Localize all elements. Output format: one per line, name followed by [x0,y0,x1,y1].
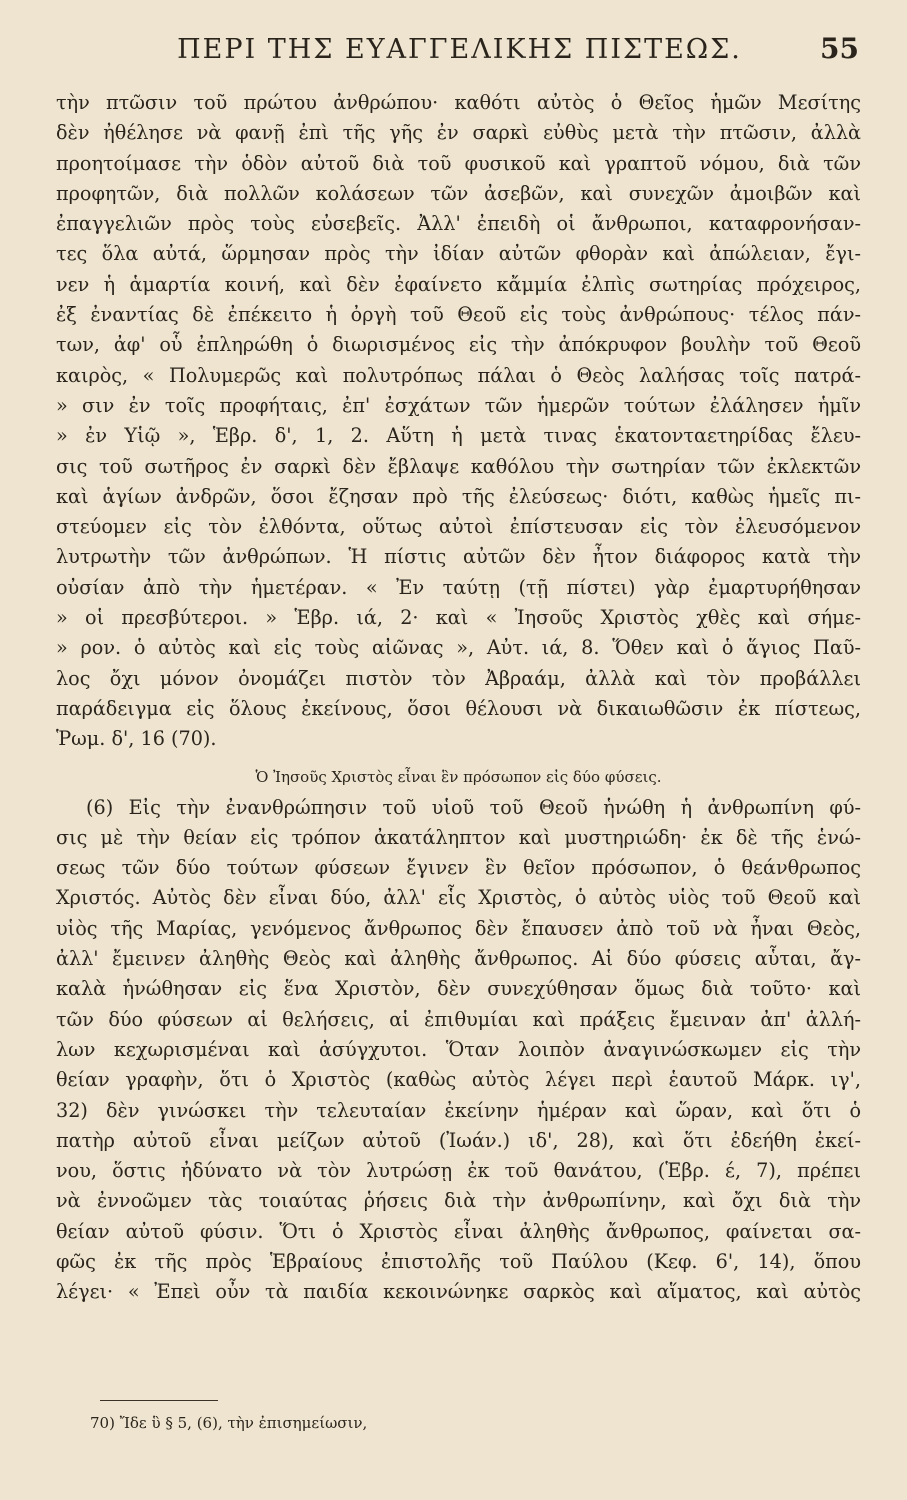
text-line: υἱὸς τῆς Μαρίας, γενόμενος ἄνθρωπος δὲν ἔπαυσεν ἀπὸ τοῦ νὰ ἦναι Θεὸς, [56,916,861,940]
text-line: λυτρωτὴν τῶν ἀνθρώπων. Ἡ πίστις αὐτῶν δὲν ἦτον διάφορος κατὰ τὴν [56,545,861,569]
text-line: λων κεχωρισμέναι καὶ ἀσύγχυτοι. Ὅταν λοιπὸν ἀναγινώσκωμεν εἰς τὴν [56,1037,861,1061]
text-line: ἐξ ἐναντίας δὲ ἐπέκειτο ἡ ὀργὴ τοῦ Θεοῦ εἰς τοὺς ἀνθρώπους· τέλος πάν- [56,303,861,327]
text-line: σις τοῦ σωτῆρος ἐν σαρκὶ δὲν ἔβλαψε καθόλου τὴν σωτηρίαν τῶν ἐκλεκτῶν [56,454,861,478]
text-line: προητοίμασε τὴν ὁδὸν αὐτοῦ διὰ τοῦ φυσικοῦ καὶ γραπτοῦ νόμου, διὰ τῶν [56,151,861,175]
text-line: νὰ ἐννοῶμεν τὰς τοιαύτας ῥήσεις διὰ τὴν ἀνθρωπίνην, καὶ ὄχι διὰ τὴν [56,1189,861,1213]
text-line: ἀλλ' ἔμεινεν ἀληθὴς Θεὸς καὶ ἀληθὴς ἄνθρωπος. Αἱ δύο φύσεις αὗται, ἄγ- [56,947,861,971]
page-number: 55 [820,32,859,65]
text-line: οὐσίαν ἀπὸ τὴν ἡμετέραν. « Ἐν ταύτῃ (τῇ πίστει) γὰρ ἐμαρτυρήθησαν [56,575,861,599]
text-line: νεν ἡ ἁμαρτία κοινή, καὶ δὲν ἐφαίνετο κἄμμία ἐλπὶς σωτηρίας πρόχειρος, [56,272,861,296]
text-line: » σιν ἐν τοῖς προφήταις, ἐπ' ἐσχάτων τῶν ἡμερῶν τούτων ἐλάλησεν ἡμῖν [56,393,861,417]
text-line: δὲν ἠθέλησε νὰ φανῇ ἐπὶ τῆς γῆς ἐν σαρκὶ εὐθὺς μετὰ τὴν πτῶσιν, ἀλλὰ [56,121,861,145]
text-line: προφητῶν, διὰ πολλῶν κολάσεων τῶν ἀσεβῶν, καὶ συνεχῶν ἀμοιβῶν καὶ [56,181,861,205]
section-subheading: Ὁ Ἰησοῦς Χριστὸς εἶναι ἓν πρόσωπον εἰς δύο φύσεις. [255,767,662,786]
text-line: φῶς ἐκ τῆς πρὸς Ἑβραίους ἐπιστολῆς τοῦ Παύλου (Κεφ. 6', 14), ὅπου [56,1249,861,1273]
text-line: » ἐν Υἱῷ », Ἑβρ. δ', 1, 2. Αὕτη ἡ μετὰ τινας ἑκατονταετηρίδας ἔλευ- [56,424,861,448]
text-line: ἐπαγγελιῶν πρὸς τοὺς εὐσεβεῖς. Ἀλλ' ἐπειδὴ οἱ ἄνθρωποι, καταφρονήσαν- [56,212,861,236]
footnote: 70) Ἴδε ὓ § 5, (6), τὴν ἐπισημείωσιν, [90,1414,368,1432]
text-line: νου, ὅστις ἠδύνατο νὰ τὸν λυτρώσῃ ἐκ τοῦ θανάτου, (Ἑβρ. έ, 7), πρέπει [56,1159,861,1183]
page-header [60,34,859,74]
text-line: των, ἀφ' οὗ ἐπληρώθη ὁ διωρισμένος εἰς τὴν ἀπόκρυφον βουλὴν τοῦ Θεοῦ [56,333,861,357]
text-line: θείαν αὐτοῦ φύσιν. Ὅτι ὁ Χριστὸς εἶναι ἀληθὴς ἄνθρωπος, φαίνεται σα- [56,1219,861,1243]
text-line: 32) δὲν γινώσκει τὴν τελευταίαν ἐκείνην ἡμέραν καὶ ὥραν, καὶ ὅτι ὁ [56,1098,861,1122]
text-line: λος ὄχι μόνον ὀνομάζει πιστὸν τὸν Ἀβραάμ, ἀλλὰ καὶ τὸν προβάλλει [56,666,861,690]
text-line: σεως τῶν δύο τούτων φύσεων ἔγινεν ἓν θεῖον πρόσωπον, ὁ θεάνθρωπος [56,856,861,880]
text-line: Ῥωμ. δ', 16 (70). [56,727,217,751]
text-line: τῶν δύο φύσεων αἱ θελήσεις, αἱ ἐπιθυμίαι καὶ πράξεις ἔμειναν ἀπ' ἀλλή- [56,1007,861,1031]
text-line: στεύομεν εἰς τὸν ἐλθόντα, οὕτως αὐτοὶ ἐπίστευσαν εἰς τὸν ἐλευσόμενον [56,515,861,539]
running-head: ΠΕΡΙ ΤΗΣ ΕΥΑΓΓΕΛΙΚΗΣ ΠΙΣΤΕΩΣ. [177,34,742,65]
text-line: » ρον. ὁ αὐτὸς καὶ εἰς τοὺς αἰῶνας », Αὐτ. ιά, 8. Ὅθεν καὶ ὁ ἅγιος Παῦ- [56,636,861,660]
text-line: (6) Εἰς τὴν ἐνανθρώπησιν τοῦ υἱοῦ τοῦ Θεοῦ ἡνώθη ἡ ἀνθρωπίνη φύ- [86,795,861,819]
text-line: θείαν γραφὴν, ὅτι ὁ Χριστὸς (καθὼς αὐτὸς λέγει περὶ ἑαυτοῦ Μάρκ. ιγ', [56,1068,861,1092]
text-line: σις μὲ τὴν θείαν εἰς τρόπον ἀκατάληπτον καὶ μυστηριώδη· ἐκ δὲ τῆς ἑνώ- [56,825,861,849]
text-line: » οἱ πρεσβύτεροι. » Ἑβρ. ιά, 2· καὶ « Ἰησοῦς Χριστὸς χθὲς καὶ σήμε- [56,606,861,630]
text-line: καὶ ἁγίων ἀνδρῶν, ὅσοι ἔζησαν πρὸ τῆς ἐλεύσεως· διότι, καθὼς ἡμεῖς πι- [56,484,861,508]
paragraph-1 [56,88,861,755]
text-line: παράδειγμα εἰς ὅλους ἐκείνους, ὅσοι θέλουσι νὰ δικαιωθῶσιν ἐκ πίστεως, [56,696,861,720]
paragraph-2 [56,793,861,1308]
footnote-rule [100,1400,218,1401]
text-line: λέγει· « Ἐπεὶ οὖν τὰ παιδία κεκοινώνηκε σαρκὸς καὶ αἵματος, καὶ αὐτὸς [56,1280,861,1304]
text-line: Χριστός. Αὐτὸς δὲν εἶναι δύο, ἀλλ' εἷς Χριστὸς, ὁ αὐτὸς υἱὸς τοῦ Θεοῦ καὶ [56,886,861,910]
text-line: καιρὸς, « Πολυμερῶς καὶ πολυτρόπως πάλαι ὁ Θεὸς λαλήσας τοῖς πατρά- [56,363,861,387]
text-line: τες ὅλα αὐτά, ὥρμησαν πρὸς τὴν ἰδίαν αὐτῶν φθορὰν καὶ ἀπώλειαν, ἔγι- [56,242,861,266]
body-text [56,88,861,1308]
text-line: πατὴρ αὐτοῦ εἶναι μείζων αὐτοῦ (Ἰωάν.) ιδ', 28), καὶ ὅτι ἐδεήθη ἐκεί- [56,1128,861,1152]
text-line: τὴν πτῶσιν τοῦ πρώτου ἀνθρώπου· καθότι αὐτὸς ὁ Θεῖος ἡμῶν Μεσίτης [56,91,861,114]
text-line: καλὰ ἡνώθησαν εἰς ἕνα Χριστὸν, δὲν συνεχύθησαν ὅμως διὰ τοῦτο· καὶ [56,977,861,1001]
